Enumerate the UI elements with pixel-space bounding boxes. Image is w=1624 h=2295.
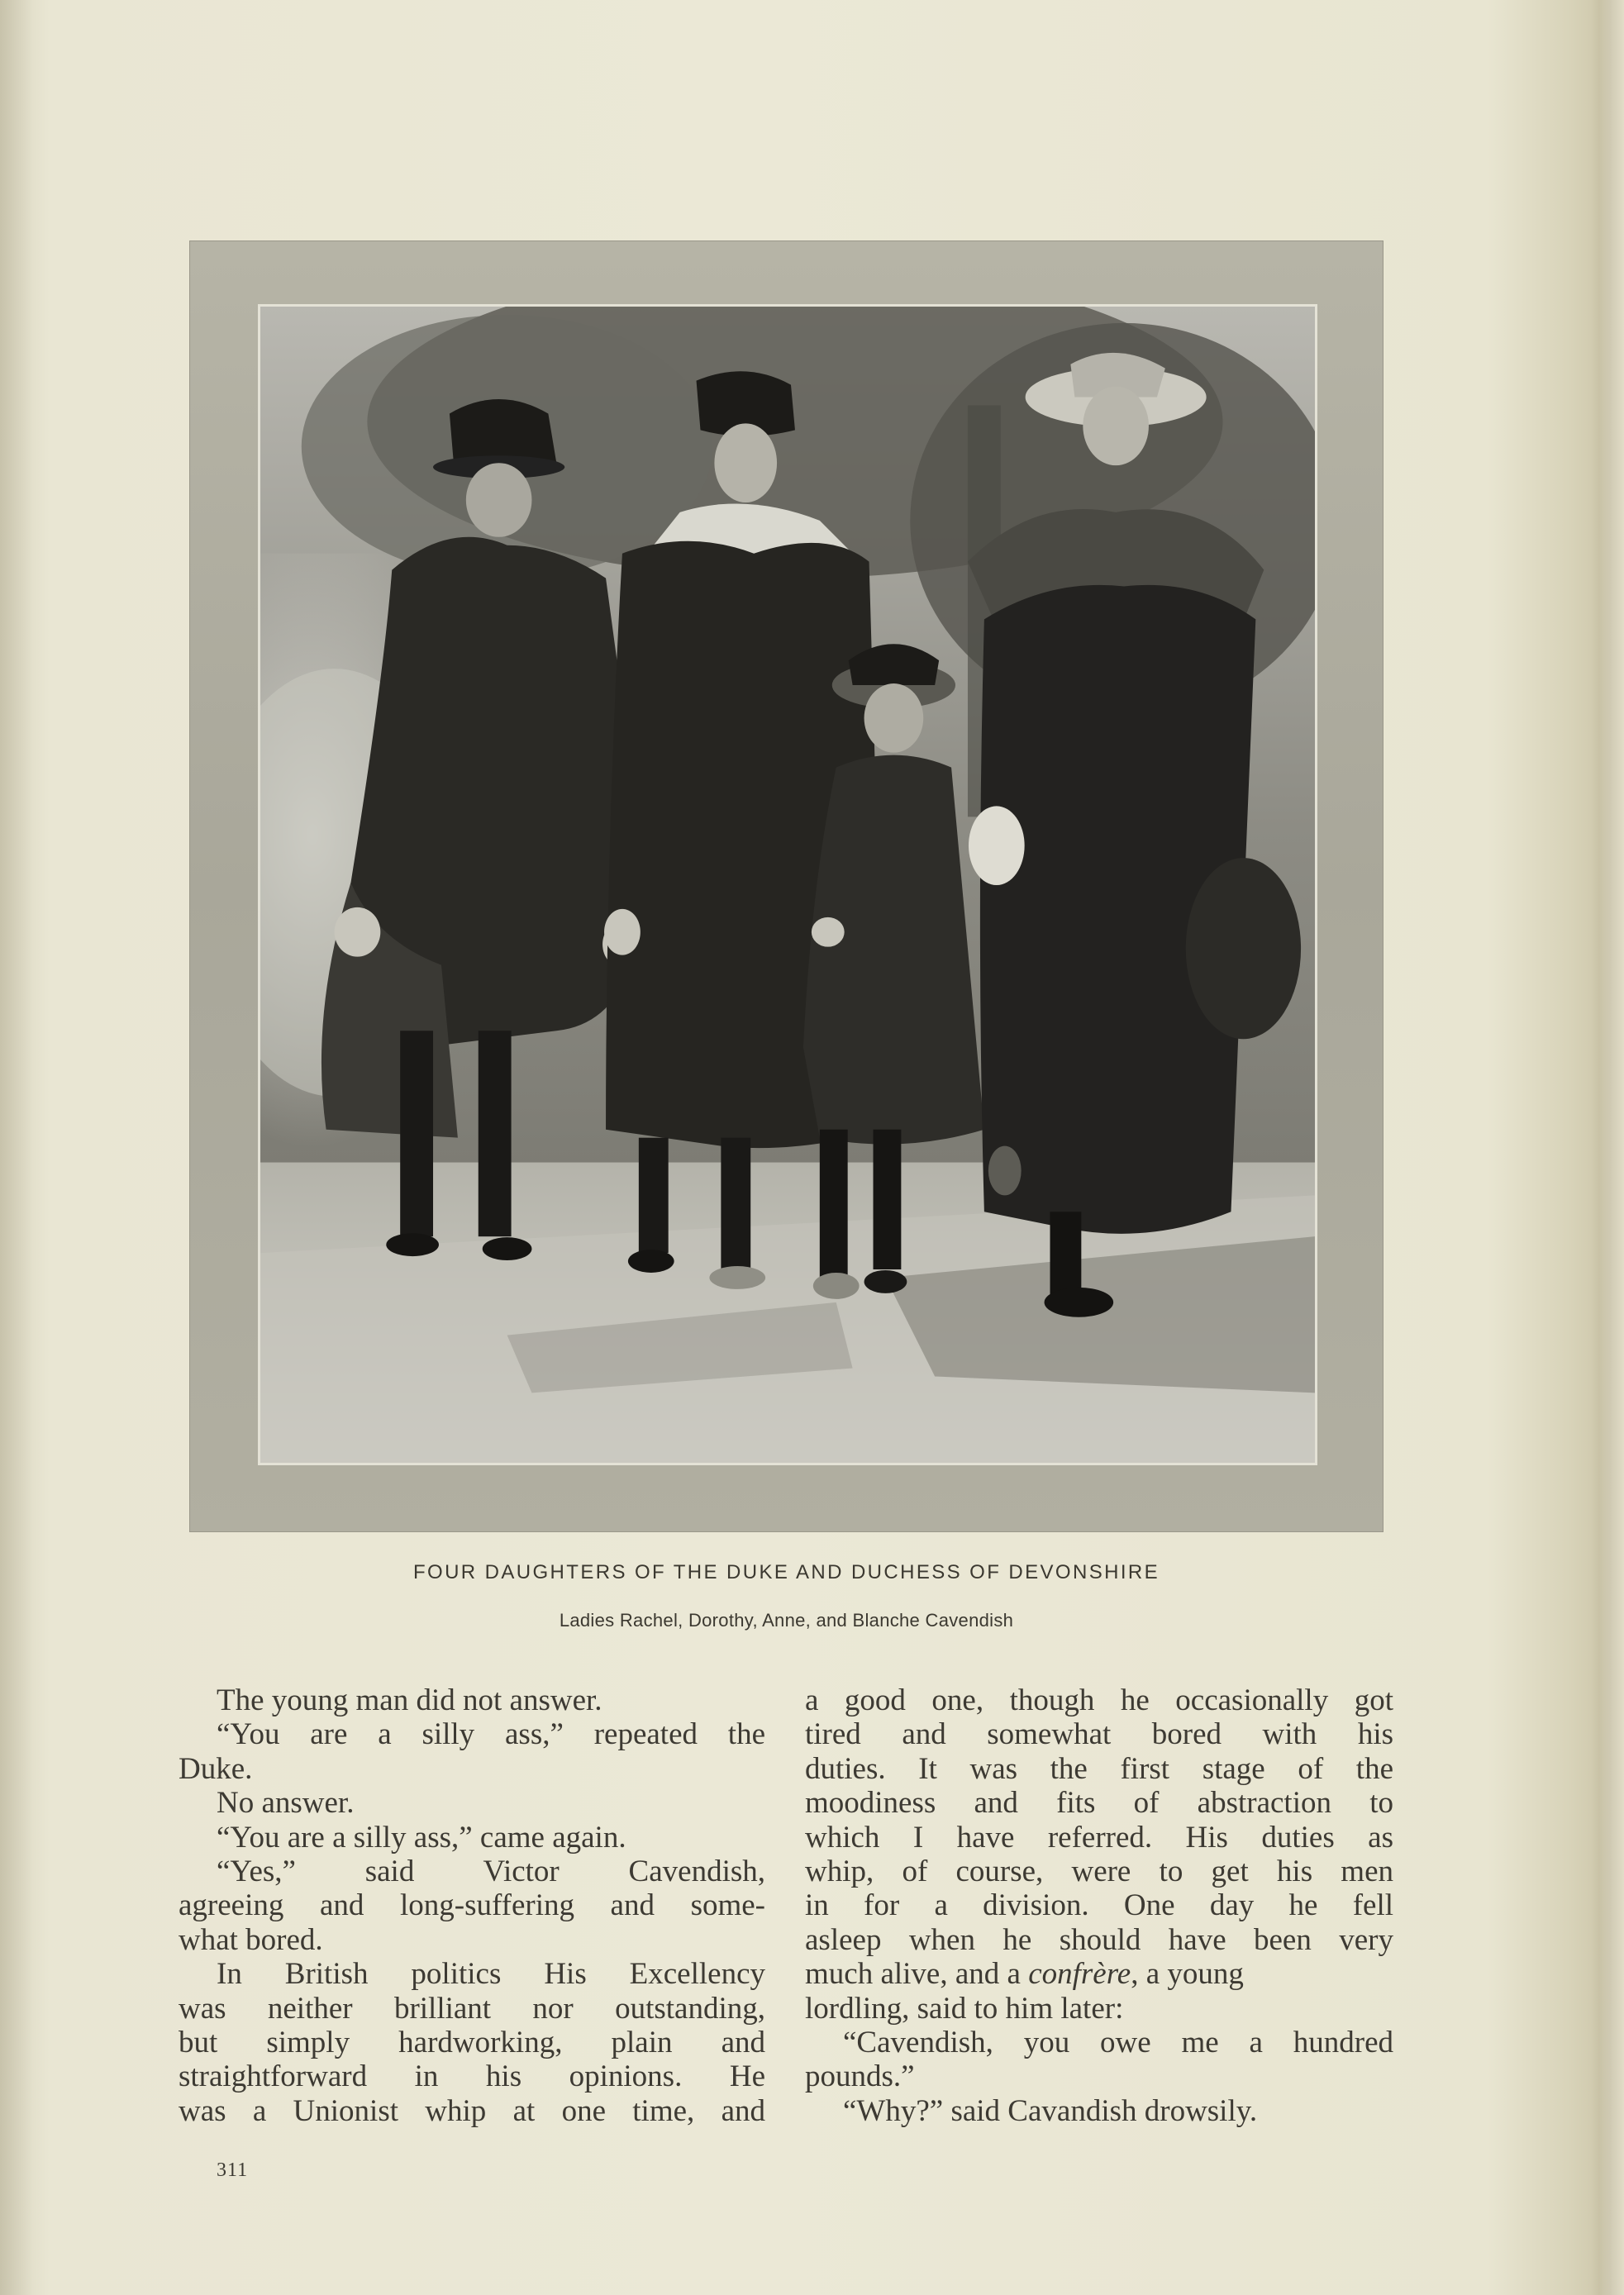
photograph: [258, 304, 1317, 1465]
caption-title: FOUR DAUGHTERS OF THE DUKE AND DUCHESS OF DEVONSHIRE: [412, 1561, 1160, 1583]
caption-subtitle: Ladies Rachel, Dorothy, Anne, and Blanche Cavendish: [559, 1610, 1014, 1631]
photograph-illustration: [260, 307, 1315, 1463]
paragraph-line: “You are a silly ass,” came again.: [217, 1820, 626, 1855]
page-edge: [1591, 0, 1624, 2295]
paragraph-line: No answer.: [217, 1786, 355, 1821]
paragraph-line: The young man did not answer.: [217, 1683, 602, 1717]
paragraph-line: was a Unionist whip at one time, and: [179, 2093, 765, 2128]
paragraph-line: in for a division. One day he fell: [805, 1888, 1393, 1923]
paragraph-line: tired and somewhat bored with his: [805, 1717, 1393, 1752]
paragraph-line: whip, of course, were to get his men: [805, 1855, 1393, 1889]
paragraph-line: but simply hardworking, plain and: [179, 2026, 765, 2060]
italic-word: confrère: [1028, 1957, 1131, 1992]
paragraph-line: In British politics His Excellency: [217, 1957, 765, 1992]
paragraph-line: “Cavendish, you owe me a hundred: [843, 2026, 1393, 2060]
paragraph-line: what bored.: [179, 1922, 323, 1957]
paragraph-line: which I have referred. His duties as: [805, 1820, 1393, 1855]
paragraph-line: “Yes,” said Victor Cavendish,: [217, 1855, 765, 1889]
text-column-left: [179, 1683, 765, 2128]
page-number: 311: [217, 2159, 249, 2181]
text-run: much alive, and a: [805, 1957, 1029, 1992]
paragraph-line: “You are a silly ass,” repeated the: [217, 1717, 765, 1752]
paragraph-line: pounds.”: [805, 2059, 915, 2094]
paragraph-line: asleep when he should have been very: [805, 1922, 1393, 1957]
paragraph-line: straightforward in his opinions. He: [179, 2059, 765, 2094]
gutter-shadow: [0, 0, 33, 2295]
paragraph-line: Duke.: [179, 1751, 253, 1786]
paragraph-line: lordling, said to him later:: [805, 1991, 1124, 2026]
paragraph-line: moodiness and fits of abstraction to: [805, 1786, 1393, 1821]
paragraph-line: a good one, though he occasionally got: [805, 1683, 1393, 1717]
text-run: , a young: [1131, 1957, 1244, 1992]
paragraph-line: was neither brilliant nor outstanding,: [179, 1991, 765, 2026]
paragraph-line: “Why?” said Cavandish drowsily.: [843, 2093, 1258, 2128]
paragraph-line: duties. It was the first stage of the: [805, 1751, 1393, 1786]
paragraph-line: [805, 1957, 1393, 1991]
text-column-right: [805, 1683, 1393, 2128]
paragraph-line: agreeing and long-suffering and some-: [179, 1888, 765, 1923]
